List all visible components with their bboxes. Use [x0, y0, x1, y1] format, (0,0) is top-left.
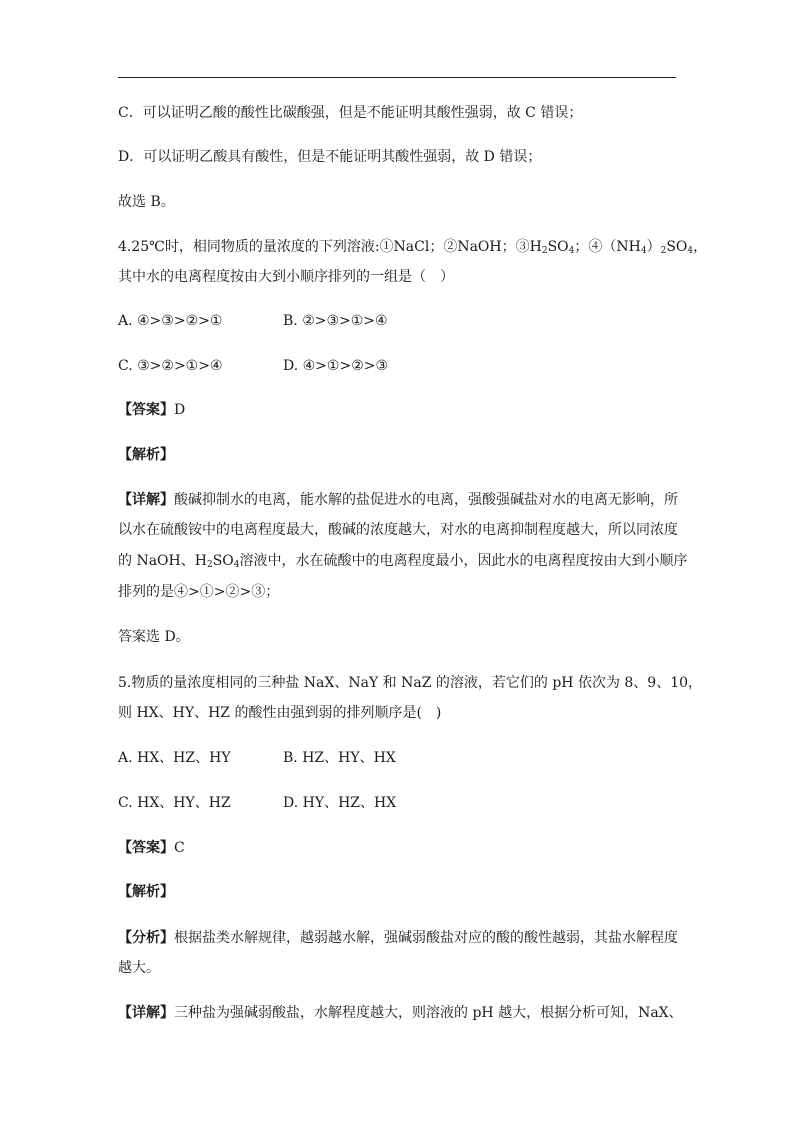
- q4-detail-line3: 的 NaOH、$H_2SO_4$溶液中，水在硫酸中的电离程度最小，因此水的电离程度按由大到小顺序: [118, 553, 688, 570]
- q5-analysis-label: 【解析】: [118, 884, 174, 900]
- prev-option-d-explanation: D．可以证明乙酸具有酸性，但是不能证明其酸性强弱，故 D 错误；: [118, 149, 542, 165]
- q5-analysis-line2: 越大。: [118, 960, 160, 976]
- answer-label: 【答案】: [118, 402, 174, 418]
- q5-answer: [118, 838, 185, 858]
- q4-option-c: C. ③>②>①>④: [118, 358, 223, 374]
- q5-option-d: D. HY、HZ、HX: [283, 795, 397, 811]
- q4-stem-line1: 4.25℃时，相同物质的量浓度的下列溶液:①NaCl；②NaOH；$③H_2SO_4$；$④(NH_4)_2SO_4$，: [118, 239, 708, 256]
- answer-label: 【答案】: [118, 840, 174, 856]
- q5-option-c: C. HX、HY、HZ: [118, 795, 231, 811]
- q4-stem-line2: 其中水的电离程度按由大到小顺序排列的一组是（ ）: [118, 269, 454, 285]
- q5-stem-line1: 5.物质的量浓度相同的三种盐 NaX、NaY 和 NaZ 的溶液，若它们的 pH 依次为 8、9、10，: [118, 675, 703, 691]
- prev-conclusion: 故选 B。: [118, 194, 175, 210]
- header-rule: [118, 77, 676, 78]
- q4-option-d: D. ④>①>②>③: [283, 358, 389, 374]
- q4-detail-line1: 【详解】酸碱抑制水的电离，能水解的盐促进水的电离，强酸强碱盐对水的电离无影响，所: [118, 492, 678, 508]
- q5-detail-line1: 【详解】三种盐为强碱弱酸盐，水解程度越大，则溶液的 pH 越大，根据分析可知，NaX、: [118, 1005, 683, 1021]
- q4-option-a: A. ④>③>②>①: [118, 313, 223, 329]
- q4-detail-line4: 排列的是④>①>②>③；: [118, 584, 280, 600]
- q5-option-a: A. HX、HZ、HY: [118, 750, 231, 766]
- q4-answer: [118, 400, 185, 420]
- q5-stem-line2: 则 HX、HY、HZ 的酸性由强到弱的排列顺序是( ): [118, 705, 442, 721]
- q5-analysis-line1: 【分析】根据盐类水解规律，越弱越水解，强碱弱酸盐对应的酸的酸性越弱，其盐水解程度: [118, 930, 678, 946]
- answer-value: D: [174, 402, 186, 418]
- q4-final-answer: 答案选 D。: [118, 629, 190, 645]
- q4-option-b: B. ②>③>①>④: [283, 313, 388, 329]
- prev-option-c-explanation: C．可以证明乙酸的酸性比碳酸强，但是不能证明其酸性强弱，故 C 错误；: [118, 105, 583, 121]
- answer-value: C: [174, 840, 185, 856]
- q4-detail-line2: 以水在硫酸铵中的电离程度最大，酸碱的浓度越大，对水的电离抑制程度越大，所以同浓度: [118, 522, 678, 538]
- q5-option-b: B. HZ、HY、HX: [283, 750, 396, 766]
- q4-analysis-label: 【解析】: [118, 447, 174, 463]
